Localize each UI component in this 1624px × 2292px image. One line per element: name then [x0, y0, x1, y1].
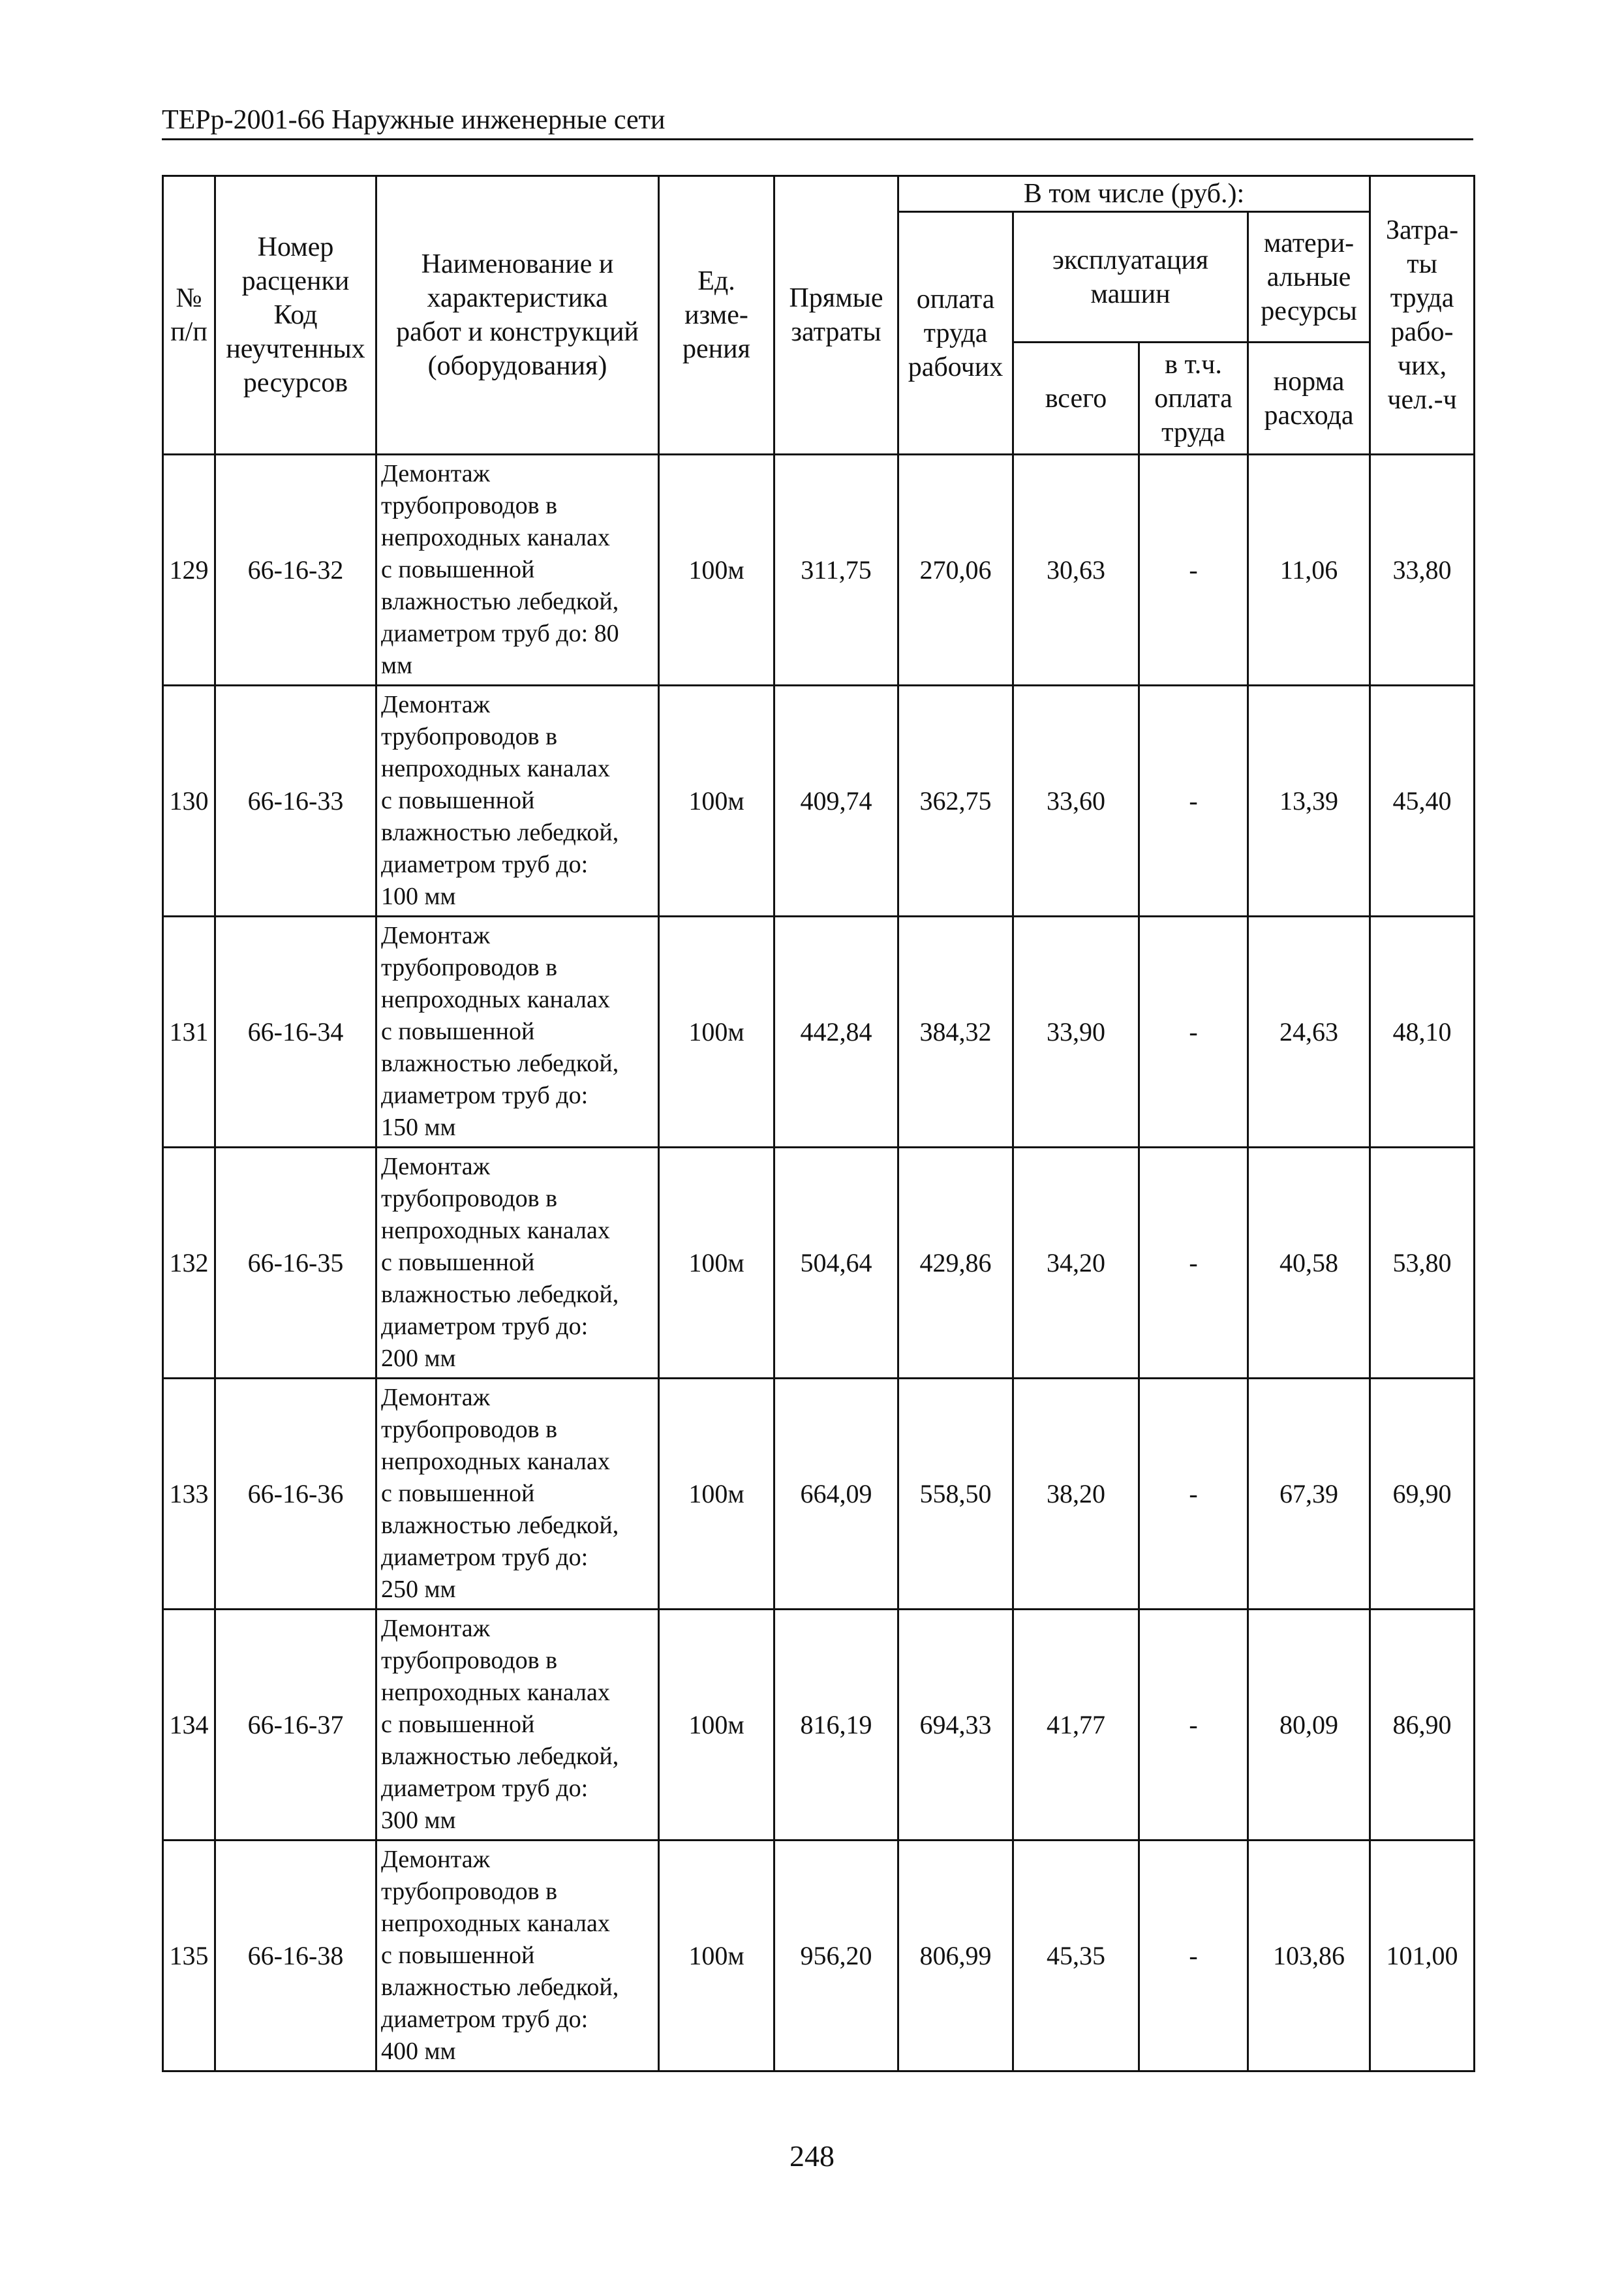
table-row [163, 455, 1475, 686]
machines-total: 45,35 [1013, 1841, 1139, 2071]
text-line: влажностью лебедкой, [381, 1974, 619, 2001]
rate-code: 66-16-32 [215, 455, 376, 686]
labor-pay: 558,50 [898, 1379, 1013, 1610]
work-description [376, 1841, 659, 2071]
text-line: диаметром труб до: [381, 1082, 589, 1109]
text-line: с повышенной [381, 1711, 535, 1738]
rate-code: 66-16-38 [215, 1841, 376, 2071]
labor-hours: 45,40 [1370, 686, 1475, 917]
machines-total: 34,20 [1013, 1148, 1139, 1379]
header-direct-costs [774, 176, 898, 455]
text-line: диаметром труб до: [381, 2006, 589, 2033]
header-including: В том числе (руб.): [898, 176, 1370, 212]
text-line: трубопроводов в [381, 1185, 558, 1212]
text-line: неучтенных [226, 334, 365, 364]
text-line: матери- [1263, 228, 1355, 258]
unit: 100м [659, 1379, 774, 1610]
labor-hours: 101,00 [1370, 1841, 1475, 2071]
rate-code: 66-16-35 [215, 1148, 376, 1379]
text-line: рабо- [1390, 317, 1454, 347]
text-line: с повышенной [381, 1018, 535, 1045]
table-row [163, 1379, 1475, 1610]
header-materials [1248, 212, 1370, 343]
machines-labor-pay: - [1139, 1148, 1248, 1379]
work-description [376, 1379, 659, 1610]
text-line: 150 мм [381, 1114, 456, 1141]
labor-hours: 33,80 [1370, 455, 1475, 686]
direct-costs: 664,09 [774, 1379, 898, 1610]
text-line: диаметром труб до: [381, 1775, 589, 1802]
text-line: влажностью лебедкой, [381, 819, 619, 846]
text-line: непроходных каналах [381, 524, 610, 551]
work-description [376, 917, 659, 1148]
direct-costs: 956,20 [774, 1841, 898, 2071]
machines-labor-pay: - [1139, 1379, 1248, 1610]
materials-cost: 80,09 [1248, 1610, 1370, 1841]
unit: 100м [659, 1841, 774, 2071]
text-line: труда [1390, 283, 1454, 313]
text-line: Демонтаж [381, 922, 490, 949]
labor-pay: 429,86 [898, 1148, 1013, 1379]
text-line: Демонтаж [381, 1846, 490, 1873]
unit: 100м [659, 455, 774, 686]
direct-costs: 442,84 [774, 917, 898, 1148]
text-line: 200 мм [381, 1345, 456, 1372]
text-line: трубопроводов в [381, 1647, 558, 1674]
text-line: Демонтаж [381, 1153, 490, 1180]
text-line: рения [682, 334, 750, 364]
machines-labor-pay: - [1139, 455, 1248, 686]
text-line: Номер [257, 232, 334, 262]
text-line: работ и конструкций [396, 317, 639, 347]
text-line: влажностью лебедкой, [381, 1512, 619, 1539]
direct-costs: 504,64 [774, 1148, 898, 1379]
table-row [163, 1148, 1475, 1379]
header-num [163, 176, 215, 455]
work-description [376, 1148, 659, 1379]
text-line: диаметром труб до: 80 [381, 620, 619, 647]
rates-table [162, 175, 1475, 2072]
table-row [163, 917, 1475, 1148]
text-line: чел.-ч [1387, 385, 1457, 415]
machines-total: 33,60 [1013, 686, 1139, 917]
text-line: № [176, 283, 202, 313]
text-line: Демонтаж [381, 1615, 490, 1642]
text-line: оплата [916, 284, 995, 314]
text-line: трубопроводов в [381, 954, 558, 981]
machines-labor-pay: - [1139, 1841, 1248, 2071]
header-unit [659, 176, 774, 455]
rate-code: 66-16-36 [215, 1379, 376, 1610]
unit: 100м [659, 917, 774, 1148]
labor-pay: 694,33 [898, 1610, 1013, 1841]
text-line: труда [923, 318, 988, 348]
text-line: трубопроводов в [381, 492, 558, 519]
row-number: 135 [163, 1841, 215, 2071]
text-line: эксплуатация [1052, 245, 1209, 275]
text-line: п/п [170, 317, 207, 347]
row-number: 132 [163, 1148, 215, 1379]
header-divider [162, 138, 1473, 140]
row-number: 130 [163, 686, 215, 917]
text-line: затраты [791, 317, 881, 347]
text-line: (оборудования) [427, 351, 607, 381]
labor-hours: 69,90 [1370, 1379, 1475, 1610]
labor-hours: 48,10 [1370, 917, 1475, 1148]
text-line: диаметром труб до: [381, 1544, 589, 1571]
text-line: ты [1407, 249, 1437, 279]
machines-total: 38,20 [1013, 1379, 1139, 1610]
text-line: оплата [1154, 383, 1233, 414]
work-description [376, 455, 659, 686]
text-line: Наименование и [421, 249, 614, 279]
materials-cost: 11,06 [1248, 455, 1370, 686]
text-line: расценки [241, 266, 350, 296]
labor-pay: 806,99 [898, 1841, 1013, 2071]
text-line: характеристика [427, 283, 608, 313]
text-line: Ед. [697, 266, 735, 296]
machines-total: 41,77 [1013, 1610, 1139, 1841]
unit: 100м [659, 1610, 774, 1841]
rate-code: 66-16-34 [215, 917, 376, 1148]
table-row [163, 686, 1475, 917]
materials-cost: 24,63 [1248, 917, 1370, 1148]
row-number: 134 [163, 1610, 215, 1841]
machines-total: 33,90 [1013, 917, 1139, 1148]
materials-cost: 103,86 [1248, 1841, 1370, 2071]
work-description [376, 686, 659, 917]
text-line: альные [1266, 262, 1351, 292]
text-line: 100 мм [381, 883, 456, 910]
text-line: 250 мм [381, 1576, 456, 1603]
direct-costs: 311,75 [774, 455, 898, 686]
header-code [215, 176, 376, 455]
text-line: Демонтаж [381, 1384, 490, 1411]
materials-cost: 13,39 [1248, 686, 1370, 917]
text-line: 300 мм [381, 1807, 456, 1834]
text-line: влажностью лебедкой, [381, 1281, 619, 1308]
materials-cost: 67,39 [1248, 1379, 1370, 1610]
row-number: 133 [163, 1379, 215, 1610]
labor-pay: 270,06 [898, 455, 1013, 686]
text-line: трубопроводов в [381, 1416, 558, 1443]
text-line: непроходных каналах [381, 1910, 610, 1937]
text-line: машин [1090, 279, 1171, 309]
text-line: диаметром труб до: [381, 851, 589, 878]
text-line: трубопроводов в [381, 1878, 558, 1905]
header-labor-pay [898, 212, 1013, 455]
machines-labor-pay: - [1139, 917, 1248, 1148]
row-number: 129 [163, 455, 215, 686]
text-line: ресурсы [1261, 296, 1357, 326]
text-line: Затра- [1385, 215, 1459, 245]
text-line: мм [381, 652, 413, 679]
text-line: непроходных каналах [381, 755, 610, 782]
header-machines-total: всего [1013, 343, 1139, 455]
machines-labor-pay: - [1139, 1610, 1248, 1841]
text-line: непроходных каналах [381, 1679, 610, 1706]
header-machines [1013, 212, 1248, 343]
table-header [163, 176, 1475, 455]
text-line: непроходных каналах [381, 1217, 610, 1244]
rate-code: 66-16-37 [215, 1610, 376, 1841]
text-line: Прямые [789, 283, 883, 313]
work-description [376, 1610, 659, 1841]
rate-code: 66-16-33 [215, 686, 376, 917]
text-line: влажностью лебедкой, [381, 1050, 619, 1077]
labor-hours: 53,80 [1370, 1148, 1475, 1379]
text-line: Код [273, 300, 318, 330]
labor-hours: 86,90 [1370, 1610, 1475, 1841]
text-line: норма [1273, 366, 1345, 397]
text-line: Демонтаж [381, 691, 490, 718]
direct-costs: 409,74 [774, 686, 898, 917]
text-line: с повышенной [381, 1942, 535, 1969]
table-body [163, 455, 1475, 2071]
header-machines-labor [1139, 343, 1248, 455]
labor-pay: 384,32 [898, 917, 1013, 1148]
text-line: ресурсов [243, 368, 348, 398]
text-line: рабочих [908, 352, 1004, 382]
direct-costs: 816,19 [774, 1610, 898, 1841]
text-line: непроходных каналах [381, 1448, 610, 1475]
header-name [376, 176, 659, 455]
text-line: с повышенной [381, 1249, 535, 1276]
table-row [163, 1610, 1475, 1841]
header-labor-hours [1370, 176, 1475, 455]
text-line: Демонтаж [381, 460, 490, 487]
text-line: 400 мм [381, 2038, 456, 2065]
text-line: изме- [684, 300, 748, 330]
text-line: с повышенной [381, 1480, 535, 1507]
machines-total: 30,63 [1013, 455, 1139, 686]
page-number: 248 [789, 2139, 835, 2173]
text-line: диаметром труб до: [381, 1313, 589, 1340]
labor-pay: 362,75 [898, 686, 1013, 917]
text-line: с повышенной [381, 556, 535, 583]
text-line: расхода [1264, 400, 1354, 431]
row-number: 131 [163, 917, 215, 1148]
text-line: в т.ч. [1165, 349, 1222, 380]
unit: 100м [659, 1148, 774, 1379]
text-line: с повышенной [381, 787, 535, 814]
text-line: влажностью лебедкой, [381, 588, 619, 615]
machines-labor-pay: - [1139, 686, 1248, 917]
table-row [163, 1841, 1475, 2071]
materials-cost: 40,58 [1248, 1148, 1370, 1379]
text-line: труда [1161, 417, 1225, 448]
text-line: трубопроводов в [381, 723, 558, 750]
text-line: чих, [1397, 351, 1447, 381]
page-header: ТЕРр-2001-66 Наружные инженерные сети [162, 105, 666, 135]
header-materials-norm [1248, 343, 1370, 455]
unit: 100м [659, 686, 774, 917]
text-line: влажностью лебедкой, [381, 1743, 619, 1770]
text-line: непроходных каналах [381, 986, 610, 1013]
